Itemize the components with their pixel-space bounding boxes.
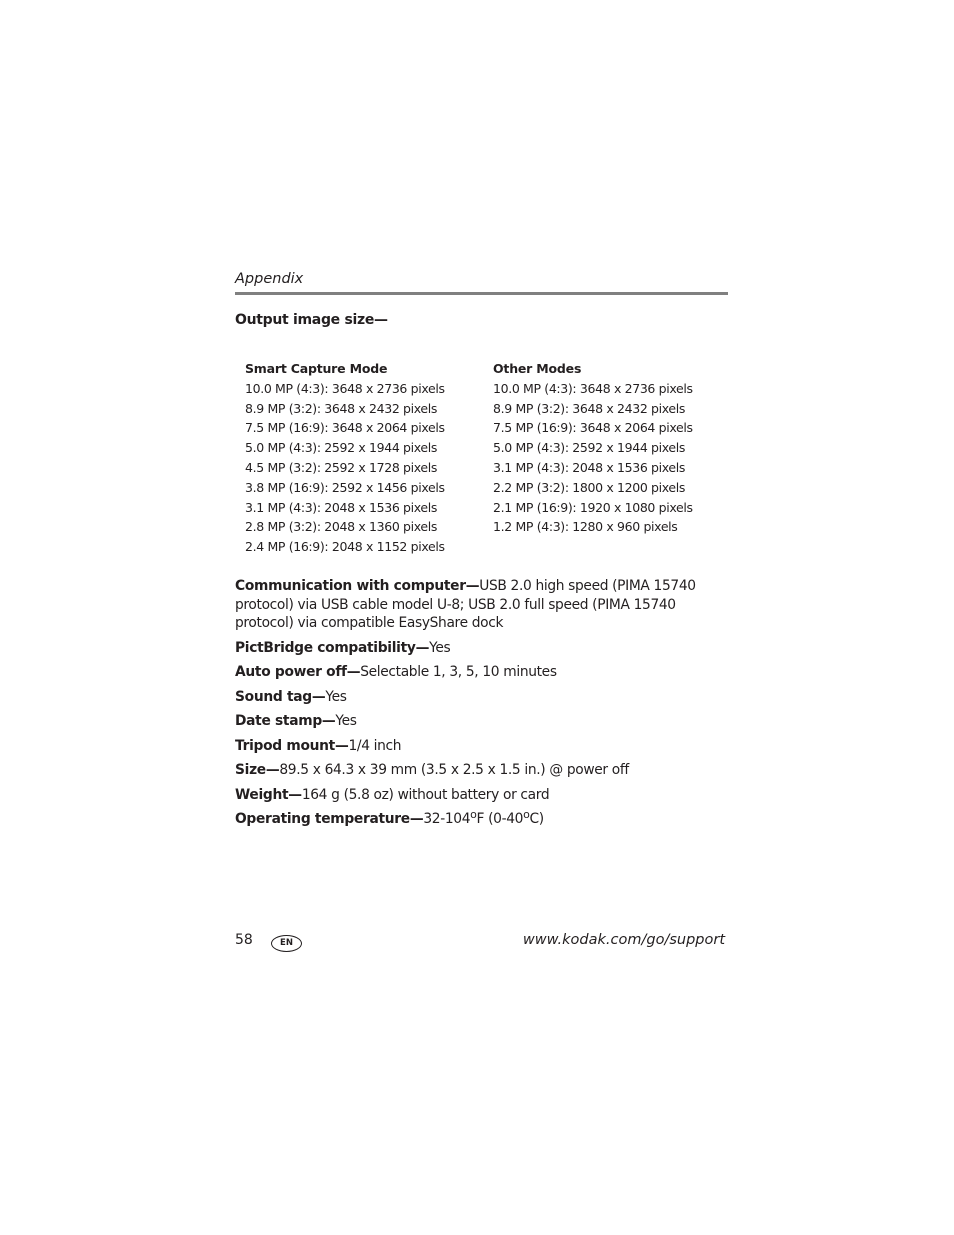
degree-symbol: o	[470, 808, 477, 821]
spec-weight	[235, 786, 729, 805]
spec-value: 32-104	[423, 811, 471, 827]
spec-value: Yes	[429, 639, 451, 656]
spec-auto-power-off	[235, 663, 729, 682]
spec-tripod-mount	[235, 737, 729, 756]
other-modes-title: Other Modes	[493, 361, 582, 376]
spec-value: F (0-40	[476, 811, 524, 827]
other-modes-item: 8.9 MP (3:2): 3648 x 2432 pixels	[493, 400, 686, 416]
other-modes-item: 3.1 MP (4:3): 2048 x 1536 pixels	[493, 459, 686, 475]
other-modes-item: 1.2 MP (4:3): 1280 x 960 pixels	[493, 519, 678, 535]
spec-label: Operating temperature—	[235, 811, 424, 827]
spec-communication	[235, 577, 729, 633]
other-modes-item: 10.0 MP (4:3): 3648 x 2736 pixels	[493, 380, 693, 396]
spec-list	[235, 577, 729, 836]
smart-capture-item: 8.9 MP (3:2): 3648 x 2432 pixels	[245, 400, 438, 416]
spec-label: Date stamp—	[235, 713, 336, 729]
spec-pictbridge	[235, 639, 729, 658]
spec-value: Yes	[335, 713, 357, 729]
section-header: Appendix	[235, 271, 304, 287]
smart-capture-item: 3.1 MP (4:3): 2048 x 1536 pixels	[245, 499, 438, 515]
smart-capture-list	[245, 379, 485, 557]
other-modes-item: 7.5 MP (16:9): 3648 x 2064 pixels	[493, 420, 693, 436]
support-url: www.kodak.com/go/support	[522, 932, 725, 948]
smart-capture-item: 7.5 MP (16:9): 3648 x 2064 pixels	[245, 420, 445, 436]
spec-label: Communication with computer—	[235, 578, 480, 594]
smart-capture-item: 5.0 MP (4:3): 2592 x 1944 pixels	[245, 440, 438, 456]
smart-capture-title: Smart Capture Mode	[245, 361, 388, 376]
spec-value: Selectable 1, 3, 5, 10 minutes	[360, 664, 557, 680]
other-modes-list	[493, 379, 733, 537]
spec-label: Tripod mount—	[235, 737, 349, 754]
spec-value: 164 g (5.8 oz) without battery or card	[301, 786, 550, 803]
smart-capture-item: 2.8 MP (3:2): 2048 x 1360 pixels	[245, 519, 438, 535]
spec-label: Sound tag—	[235, 688, 326, 705]
header-divider	[235, 292, 728, 295]
spec-label: Auto power off—	[235, 664, 361, 680]
other-modes-item: 2.2 MP (3:2): 1800 x 1200 pixels	[493, 479, 686, 495]
smart-capture-column	[245, 359, 485, 557]
output-image-size-heading: Output image size—	[235, 312, 388, 328]
spec-value: 1/4 inch	[348, 737, 402, 754]
smart-capture-item: 3.8 MP (16:9): 2592 x 1456 pixels	[245, 479, 445, 495]
other-modes-column	[493, 359, 733, 537]
spec-value: 89.5 x 64.3 x 39 mm (3.5 x 2.5 x 1.5 in.) @ power off	[279, 762, 629, 778]
spec-date-stamp	[235, 712, 729, 731]
other-modes-item: 2.1 MP (16:9): 1920 x 1080 pixels	[493, 499, 693, 515]
smart-capture-item: 2.4 MP (16:9): 2048 x 1152 pixels	[245, 539, 445, 555]
smart-capture-item: 10.0 MP (4:3): 3648 x 2736 pixels	[245, 380, 445, 396]
other-modes-item: 5.0 MP (4:3): 2592 x 1944 pixels	[493, 440, 686, 456]
spec-value: C)	[529, 811, 544, 827]
degree-symbol: o	[523, 808, 530, 821]
language-badge: EN	[271, 935, 302, 952]
spec-value: Yes	[325, 688, 347, 705]
spec-operating-temperature	[235, 810, 729, 830]
spec-label: Size—	[235, 762, 280, 778]
page-number: 58	[235, 932, 253, 948]
spec-label: PictBridge compatibility—	[235, 639, 430, 656]
spec-label: Weight—	[235, 786, 302, 803]
smart-capture-item: 4.5 MP (3:2): 2592 x 1728 pixels	[245, 459, 438, 475]
spec-sound-tag	[235, 688, 729, 707]
spec-value: USB 2.0 high speed (PIMA 15740 protocol) via USB cable model U-8; USB 2.0 full speed (PIMA 15740 protocol) via compatible EasyShare dock	[235, 578, 696, 631]
spec-size	[235, 761, 729, 780]
